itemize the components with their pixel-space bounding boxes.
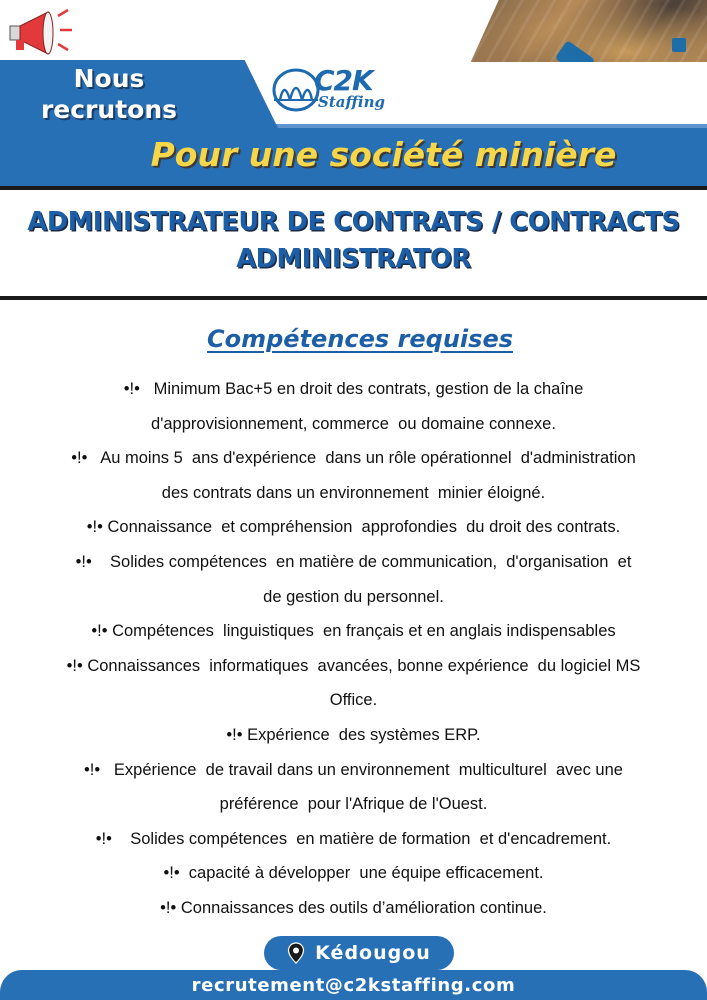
job-title-line-2: ADMINISTRATOR bbox=[236, 244, 471, 274]
recruit-line-2: recrutons bbox=[40, 95, 178, 124]
list-item: •!• Au moins 5 ans d'expérience dans un rôle opérationnel d'administration bbox=[71, 449, 636, 468]
list-item: de gestion du personnel. bbox=[263, 587, 444, 606]
list-item: •!• Connaissances informatiques avancées, bonne expérience du logiciel MS bbox=[66, 656, 641, 675]
job-title-line-1: ADMINISTRATEUR DE CONTRATS / CONTRACTS bbox=[27, 207, 680, 237]
contact-email[interactable]: recrutement@c2kstaffing.com bbox=[191, 974, 516, 996]
recruit-line-1: Nous bbox=[73, 64, 145, 93]
location-badge bbox=[264, 936, 454, 970]
megaphone-icon bbox=[4, 6, 74, 56]
list-item: •!• Minimum Bac+5 en droit des contrats, gestion de la chaîne bbox=[123, 380, 584, 398]
skills-list bbox=[0, 372, 707, 926]
list-item: d'approvisionnement, commerce ou domaine connexe. bbox=[151, 414, 556, 433]
list-item: préférence pour l'Afrique de l'Ouest. bbox=[219, 795, 488, 814]
subtitle: Pour une société minière bbox=[150, 135, 617, 174]
list-item: •!• Solides compétences en matière de formation et d'encadrement. bbox=[95, 829, 612, 848]
list-item: Office. bbox=[329, 691, 378, 710]
skills-heading: Compétences requises bbox=[207, 325, 513, 353]
location-pin-icon bbox=[287, 942, 305, 964]
list-item: •!• Solides compétences en matière de communication, d'organisation et bbox=[75, 552, 632, 571]
logo-sub-text: Staffing bbox=[318, 93, 385, 111]
list-item: •!• capacité à développer une équipe efficacement. bbox=[163, 864, 544, 883]
location-text: Kédougou bbox=[315, 942, 431, 964]
list-item: •!• Connaissance et compréhension approfondies du droit des contrats. bbox=[86, 518, 621, 537]
header-banner bbox=[0, 0, 707, 190]
job-title bbox=[8, 204, 699, 278]
list-item: •!• Compétences linguistiques en français et en anglais indispensables bbox=[91, 622, 616, 641]
recruit-heading bbox=[24, 63, 194, 125]
divider bbox=[0, 296, 707, 300]
list-item: des contrats dans un environnement minier éloigné. bbox=[161, 483, 546, 502]
company-logo bbox=[270, 66, 410, 114]
logo-main-text: C2K bbox=[314, 64, 373, 97]
footer-bar bbox=[0, 970, 707, 1000]
list-item: •!• Expérience de travail dans un environnement multiculturel avec une bbox=[84, 760, 623, 779]
list-item: •!• Expérience des systèmes ERP. bbox=[226, 725, 481, 744]
list-item: •!• Connaissances des outils d’amélioration continue. bbox=[160, 898, 547, 917]
